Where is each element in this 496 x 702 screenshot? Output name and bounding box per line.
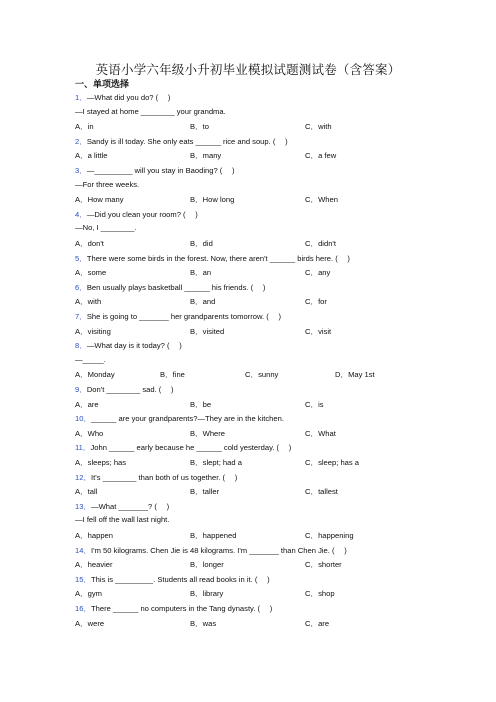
question-number: 2． [75,136,87,146]
answer-option: C．for [305,297,327,307]
question-number: 7． [75,312,87,321]
question-stem [75,442,291,453]
answer-option: B．was [190,618,217,628]
answer-option: C．tallest [305,487,338,497]
answer-option: C．sunny [245,370,279,380]
question-number: 12． [75,472,92,482]
answer-option: B．to [190,122,209,132]
question-line [75,180,139,189]
question-text: —I fell off the wall last night. [75,515,170,525]
question-number: 13． [75,501,92,511]
answer-option: B．an [190,268,212,278]
question-text: John ______ early because he ______ cold yesterday. ( ) [90,443,292,453]
question-text: —_____. [75,354,106,364]
question-text: She is going to _______ her grandparents tomorrow. ( ) [86,312,282,321]
question-text: —_________ will you stay in Baoding? ( ) [86,166,235,175]
answer-option: A．were [75,618,105,628]
question-text: This is _________. Students all read books in it. ( ) [91,574,270,584]
answer-option: C．any [305,268,331,278]
answer-option: A．sleeps; has [75,458,127,467]
question-line [75,355,106,364]
question-stem [75,413,284,424]
answer-option: B．slept; had a [190,458,242,467]
answer-option: C．is [305,399,324,409]
answer-option: C．visit [305,326,332,336]
question-text: —What day is it today? ( ) [86,341,182,351]
answer-option: A．tall [75,487,98,497]
answer-option: B．and [190,297,216,307]
answer-option: B．many [190,151,222,161]
answer-option: A．are [75,399,99,409]
answer-option: B．fine [160,370,185,380]
question-text: —Did you clean your room? ( ) [86,209,198,219]
question-stem [75,92,170,103]
answer-option: A．some [75,268,107,278]
question-text: ______ are your grandparents?—They are in the kitchen. [91,414,284,424]
question-line [75,107,226,116]
question-number: 16． [75,604,92,613]
question-line [75,223,137,232]
question-stem [75,501,169,512]
question-number: 3． [75,166,87,175]
question-stem [75,574,270,585]
answer-option: C．are [305,618,330,628]
question-number: 14． [75,545,92,555]
answer-option: C．When [305,195,338,205]
question-stem [75,311,281,322]
answer-option: C．happening [305,531,354,540]
question-text: There ______ no computers in the Tang dynasty. ( ) [91,604,273,613]
answer-option: A．Monday [75,370,115,380]
question-text: Don't ________ sad. ( ) [86,385,174,394]
question-line [75,515,169,524]
answer-option: A．a little [75,151,108,161]
answer-option: C．What [305,428,336,438]
question-stem [75,545,347,556]
section-heading: 一、单项选择 [75,80,130,90]
answer-option: A．Who [75,428,104,438]
answer-option: B．How long [190,195,235,205]
answer-option: B．be [190,399,212,409]
answer-option: B．did [190,239,213,248]
answer-option: B．visited [190,326,225,336]
question-number: 11． [75,443,91,453]
answer-option: A．happen [75,531,113,540]
question-stem [75,253,350,264]
question-number: 10． [75,414,92,424]
question-text: —For three weeks. [75,179,140,189]
question-number: 9． [75,385,87,394]
question-stem [75,384,174,395]
question-number: 6． [75,282,87,292]
answer-option: A．How many [75,195,124,205]
question-text: —What _______? ( ) [91,501,170,511]
question-text: There were some birds in the forest. Now, there aren't ______ birds here. ( ) [86,253,350,263]
question-number: 1． [75,93,87,102]
answer-option: C．with [305,122,332,132]
question-text: It's ________ than both of us together. ( ) [91,472,238,482]
question-text: Sandy is ill today. She only eats ______ rice and soup. ( ) [86,136,288,146]
answer-option: C．shop [305,589,335,599]
question-number: 8． [75,341,87,351]
answer-option: D．May 1st [335,370,375,380]
question-text: I'm 50 kilograms. Chen Jie is 48 kilograms. I'm _______ than Chen Jie. ( ) [91,545,347,555]
answer-option: A．don't [75,239,104,248]
answer-option: B．library [190,589,224,599]
question-stem [75,472,237,483]
question-stem [75,136,288,147]
question-text: —What did you do? ( ) [86,93,171,102]
question-stem [75,282,265,293]
question-number: 15． [75,574,92,584]
question-stem [75,603,272,614]
answer-option: B．taller [190,487,220,497]
answer-option: A．heavier [75,560,113,570]
answer-option: B．Where [190,428,226,438]
answer-option: C．didn't [305,239,336,248]
answer-option: C．shorter [305,560,342,570]
answer-option: A．with [75,297,102,307]
question-stem [75,340,182,351]
question-number: 4． [75,209,87,219]
answer-option: B．happened [190,531,237,540]
question-text: Ben usually plays basketball ______ his friends. ( ) [86,282,266,292]
answer-option: B．longer [190,560,224,570]
page-title: 英语小学六年级小升初毕业模拟试题测试卷（含答案） [95,62,401,77]
answer-option: C．a few [305,151,337,161]
question-stem [75,209,198,220]
question-text: —No, I ________. [75,223,137,233]
question-number: 5． [75,253,87,263]
question-stem [75,165,235,176]
answer-option: C．sleep; has a [305,458,360,467]
question-text: —I stayed at home ________ your grandma. [75,106,226,116]
answer-option: A．in [75,122,94,132]
answer-option: A．gym [75,589,103,599]
answer-option: A．visiting [75,326,111,336]
